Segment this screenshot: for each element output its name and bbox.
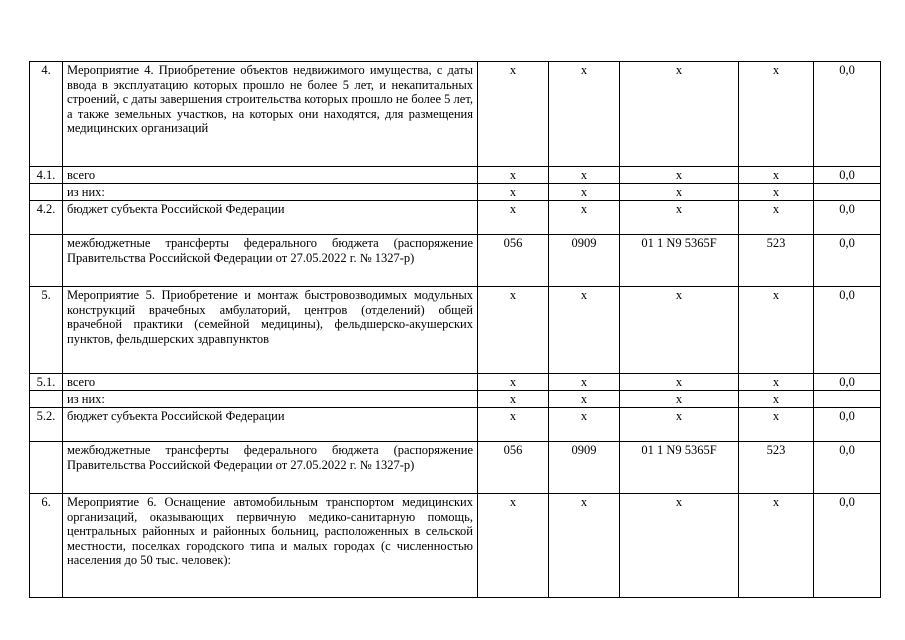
cell-section: х: [549, 167, 620, 184]
cell-grbs: х: [478, 201, 549, 235]
cell-section: 0909: [549, 442, 620, 494]
row-number: 5.1.: [30, 374, 63, 391]
row-title: из них:: [63, 184, 478, 201]
row-number: [30, 235, 63, 287]
row-number: 4.1.: [30, 167, 63, 184]
row-number: [30, 442, 63, 494]
cell-expense-type: х: [739, 287, 814, 374]
cell-amount: 0,0: [814, 287, 881, 374]
cell-section: х: [549, 201, 620, 235]
cell-amount: [814, 391, 881, 408]
cell-amount: 0,0: [814, 235, 881, 287]
cell-target-article: х: [620, 391, 739, 408]
cell-expense-type: х: [739, 167, 814, 184]
cell-amount: 0,0: [814, 494, 881, 598]
table-row: [30, 184, 881, 201]
table-row: [30, 287, 881, 374]
table-row: [30, 167, 881, 184]
cell-expense-type: х: [739, 201, 814, 235]
budget-table: [29, 61, 881, 598]
cell-expense-type: 523: [739, 442, 814, 494]
cell-section: х: [549, 494, 620, 598]
cell-section: х: [549, 374, 620, 391]
cell-expense-type: х: [739, 408, 814, 442]
row-title: бюджет субъекта Российской Федерации: [63, 408, 478, 442]
cell-section: х: [549, 62, 620, 167]
cell-target-article: 01 1 N9 5365F: [620, 442, 739, 494]
cell-amount: 0,0: [814, 167, 881, 184]
table-row: [30, 442, 881, 494]
cell-amount: 0,0: [814, 201, 881, 235]
cell-grbs: 056: [478, 235, 549, 287]
row-title: Мероприятие 5. Приобретение и монтаж быстровозводимых модульных конструкций врачебных амбулаторий, центров (отделений) общей врачебной практики (семейной медицины), фельдшерско-акушерских пунктов, фельдшерских здравпунктов: [63, 287, 478, 374]
cell-grbs: 056: [478, 442, 549, 494]
table-row: [30, 235, 881, 287]
cell-target-article: х: [620, 494, 739, 598]
cell-amount: 0,0: [814, 442, 881, 494]
cell-expense-type: х: [739, 374, 814, 391]
row-number: 4.2.: [30, 201, 63, 235]
cell-expense-type: 523: [739, 235, 814, 287]
cell-grbs: х: [478, 391, 549, 408]
cell-section: 0909: [549, 235, 620, 287]
row-title: межбюджетные трансферты федерального бюджета (распоряжение Правительства Российской Федерации от 27.05.2022 г. № 1327-р): [63, 235, 478, 287]
row-number: 5.2.: [30, 408, 63, 442]
cell-target-article: х: [620, 201, 739, 235]
table-row: [30, 391, 881, 408]
cell-section: х: [549, 287, 620, 374]
row-title: всего: [63, 374, 478, 391]
cell-grbs: х: [478, 62, 549, 167]
cell-expense-type: х: [739, 62, 814, 167]
table-row: [30, 201, 881, 235]
row-number: 5.: [30, 287, 63, 374]
row-title: межбюджетные трансферты федерального бюджета (распоряжение Правительства Российской Федерации от 27.05.2022 г. № 1327-р): [63, 442, 478, 494]
table-row: [30, 62, 881, 167]
row-number: 4.: [30, 62, 63, 167]
cell-target-article: х: [620, 62, 739, 167]
row-title: всего: [63, 167, 478, 184]
cell-section: х: [549, 184, 620, 201]
row-number: 6.: [30, 494, 63, 598]
cell-amount: 0,0: [814, 408, 881, 442]
table-row: [30, 494, 881, 598]
cell-section: х: [549, 408, 620, 442]
table-row: [30, 408, 881, 442]
cell-section: х: [549, 391, 620, 408]
row-number: [30, 391, 63, 408]
row-title: Мероприятие 4. Приобретение объектов недвижимого имущества, с даты ввода в эксплуатацию которых прошло не более 5 лет, и некапитальных строений, с даты завершения строительства которых прошло не более 5 лет, а также земельных участков, на которых они находятся, для размещения медицинских организаций: [63, 62, 478, 167]
cell-amount: 0,0: [814, 374, 881, 391]
row-title: Мероприятие 6. Оснащение автомобильным транспортом медицинских организаций, оказывающих первичную медико-санитарную помощь, центральных районных и районных больниц, расположенных в сельской местности, поселках городского типа и малых городах (с численностью населения до 50 тыс. человек):: [63, 494, 478, 598]
cell-expense-type: х: [739, 494, 814, 598]
cell-target-article: х: [620, 167, 739, 184]
cell-target-article: 01 1 N9 5365F: [620, 235, 739, 287]
table-row: [30, 374, 881, 391]
row-number: [30, 184, 63, 201]
row-title: бюджет субъекта Российской Федерации: [63, 201, 478, 235]
row-title: из них:: [63, 391, 478, 408]
cell-grbs: х: [478, 494, 549, 598]
cell-target-article: х: [620, 408, 739, 442]
cell-grbs: х: [478, 167, 549, 184]
cell-target-article: х: [620, 287, 739, 374]
cell-target-article: х: [620, 374, 739, 391]
cell-grbs: х: [478, 287, 549, 374]
cell-amount: 0,0: [814, 62, 881, 167]
cell-expense-type: х: [739, 184, 814, 201]
cell-amount: [814, 184, 881, 201]
cell-grbs: х: [478, 374, 549, 391]
cell-grbs: х: [478, 408, 549, 442]
cell-grbs: х: [478, 184, 549, 201]
cell-target-article: х: [620, 184, 739, 201]
cell-expense-type: х: [739, 391, 814, 408]
